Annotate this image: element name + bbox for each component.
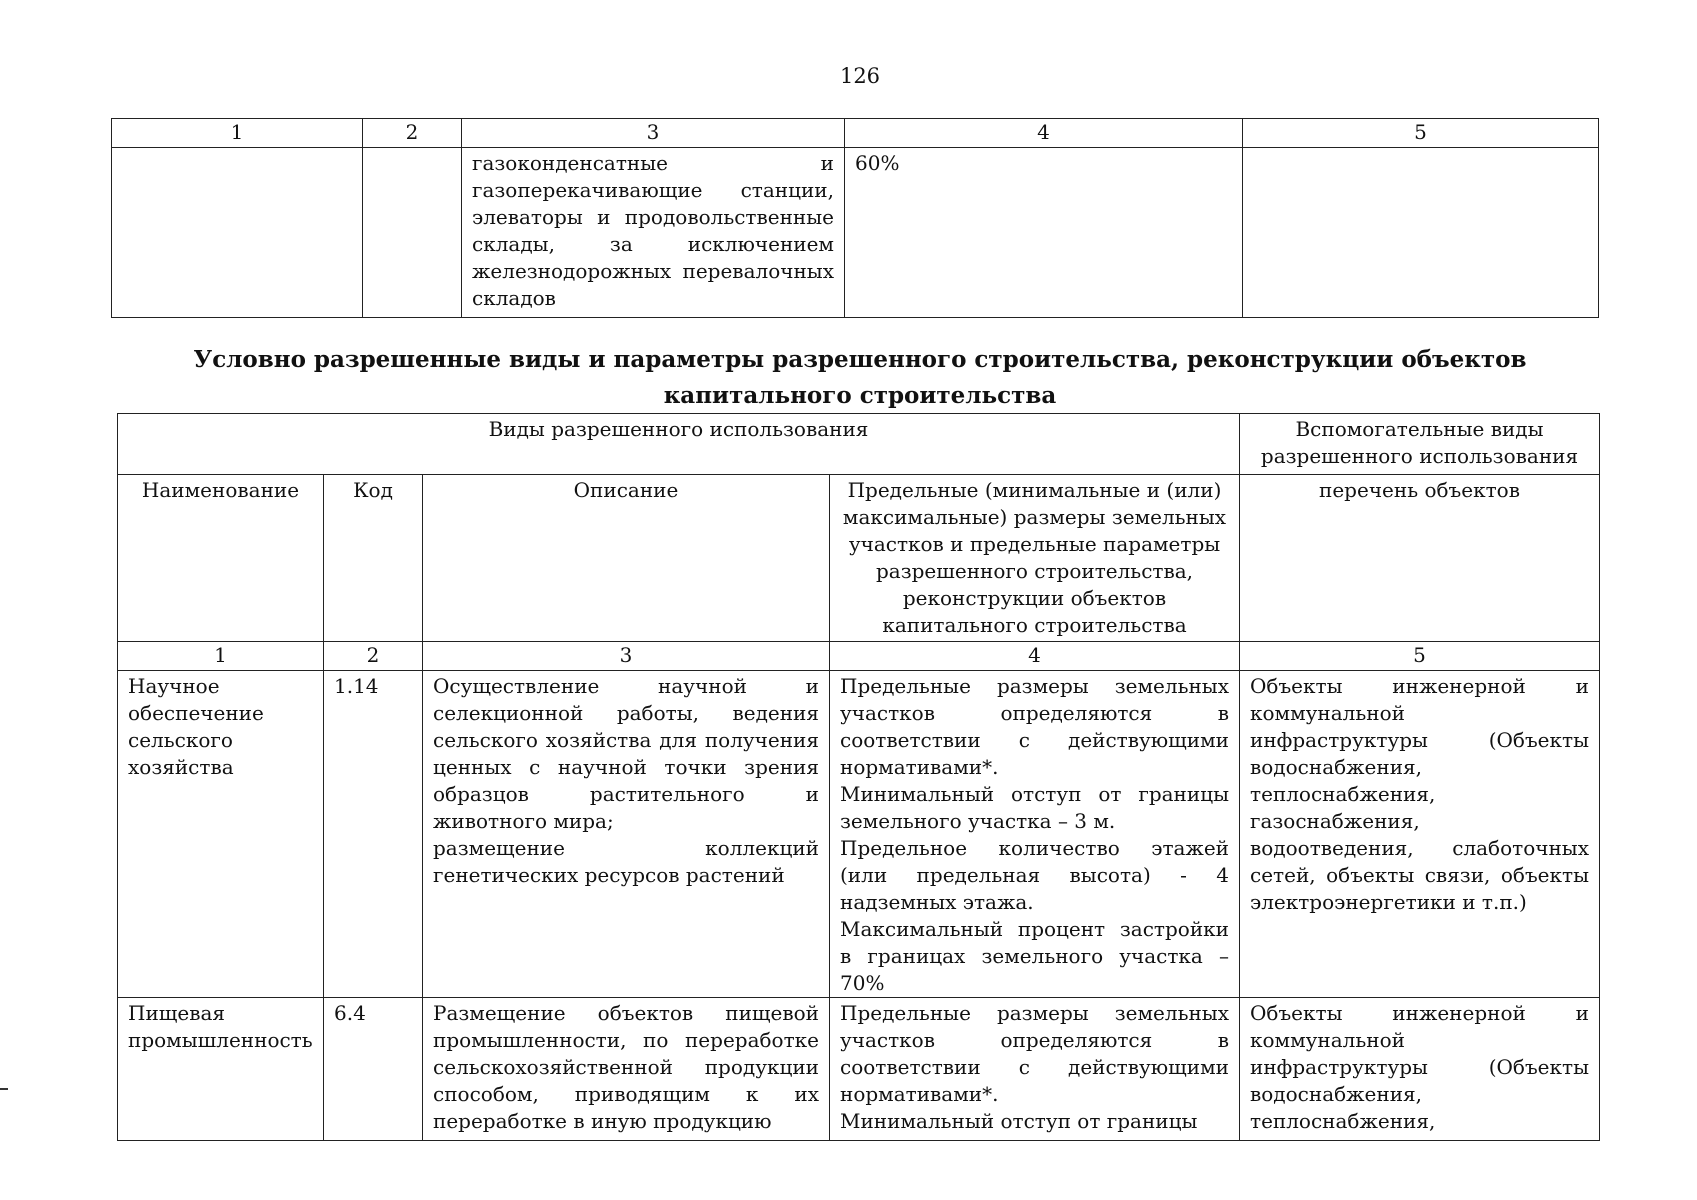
cell-parameters: Предельные размеры земельных участков определяются в соответствии с действующими нормативами*. Минимальный отступ от границы <box>830 998 1240 1141</box>
header-object-list: перечень объектов <box>1240 475 1600 642</box>
header-columns-row <box>118 475 1600 642</box>
cell-name: Научное обеспечение сельского хозяйства <box>118 671 324 998</box>
header-group-row <box>118 414 1600 475</box>
header-auxiliary-uses: Вспомогательные виды разрешенного использования <box>1240 414 1600 475</box>
page-number: 126 <box>839 64 881 88</box>
column-number: 4 <box>830 642 1240 671</box>
section-title: Условно разрешенные виды и параметры разрешенного строительства, реконструкции объектов капитального строительства <box>193 346 1527 409</box>
cell-description: Размещение объектов пищевой промышленности, по переработке сельскохозяйственной продукции способом, приводящим к их переработке в иную продукцию <box>423 998 830 1141</box>
cell-name <box>112 148 363 318</box>
cell-code: 6.4 <box>324 998 423 1141</box>
table-row <box>118 998 1600 1141</box>
cell-code: 1.14 <box>324 671 423 998</box>
table-row <box>118 671 1600 998</box>
cell-auxiliary: Объекты инженерной и коммунальной инфраструктуры (Объекты водоснабжения, теплоснабжения, <box>1240 998 1600 1141</box>
cell-parameters: Предельные размеры земельных участков определяются в соответствии с действующими нормативами*. Минимальный отступ от границы земельного участка – 3 м. Предельное количество этажей (или предельная высота) - 4 надземных этажа. Максимальный процент застройки в границах земельного участка – 70% <box>830 671 1240 998</box>
cell-name: Пищевая промышленность <box>118 998 324 1141</box>
cell-parameters: 60% <box>845 148 1243 318</box>
column-number: 1 <box>112 119 363 148</box>
column-number: 2 <box>324 642 423 671</box>
column-number: 3 <box>423 642 830 671</box>
table-row <box>112 148 1599 318</box>
column-number-row <box>112 119 1599 148</box>
column-number: 4 <box>845 119 1243 148</box>
land-use-table <box>117 413 1600 1141</box>
cell-code <box>363 148 462 318</box>
cell-auxiliary <box>1243 148 1599 318</box>
header-description: Описание <box>423 475 830 642</box>
header-code: Код <box>324 475 423 642</box>
column-number: 1 <box>118 642 324 671</box>
column-number: 2 <box>363 119 462 148</box>
cell-description: газоконденсатные и газоперекачивающие станции, элеваторы и продовольственные склады, за исключением железнодорожных перевалочных складов <box>462 148 845 318</box>
column-number: 3 <box>462 119 845 148</box>
column-number-row <box>118 642 1600 671</box>
header-main-uses: Виды разрешенного использования <box>118 414 1240 475</box>
header-parameters: Предельные (минимальные и (или) максимальные) размеры земельных участков и предельные параметры разрешенного строительства, реконструкции объектов капитального строительства <box>830 475 1240 642</box>
cell-description: Осуществление научной и селекционной работы, ведения сельского хозяйства для получения ценных с научной точки зрения образцов растительного и животного мира; размещение коллекций генетических ресурсов растений <box>423 671 830 998</box>
header-name: Наименование <box>118 475 324 642</box>
column-number: 5 <box>1240 642 1600 671</box>
continuation-table <box>111 118 1599 318</box>
column-number: 5 <box>1243 119 1599 148</box>
cell-auxiliary: Объекты инженерной и коммунальной инфраструктуры (Объекты водоснабжения, теплоснабжения, газоснабжения, водоотведения, слаботочных сетей, объекты связи, объекты электроэнергетики и т.п.) <box>1240 671 1600 998</box>
margin-mark <box>0 1088 8 1090</box>
